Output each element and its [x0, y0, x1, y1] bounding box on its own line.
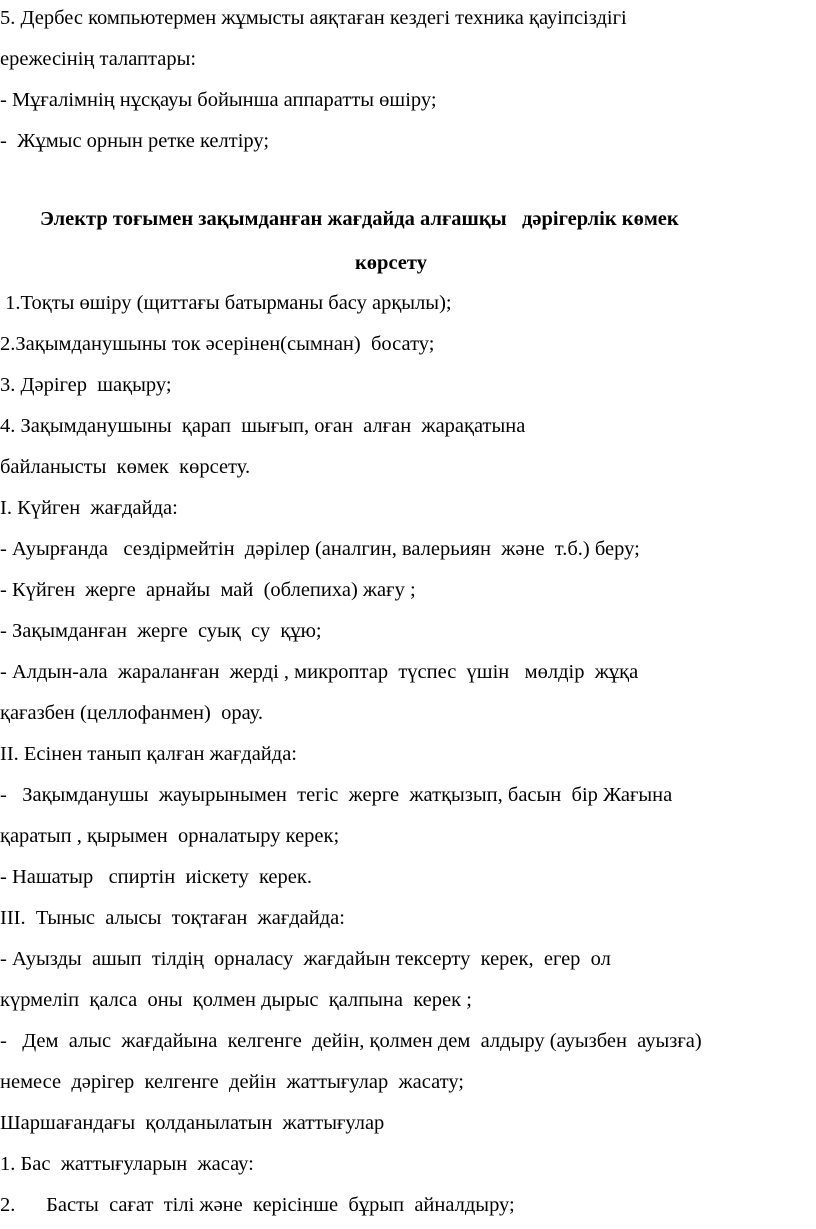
breathing-item-2-continued: немесе дәрігер келгенге дейін жаттығулар жасату;: [0, 1071, 465, 1093]
breathing-section-title: III. Тыныс алысы тоқтаған жағдайда:: [0, 907, 345, 929]
step-4: 4. Зақымданушыны қарап шығып, оған алған жарақатына: [0, 415, 526, 437]
section-heading-line-2: көрсету: [355, 252, 427, 274]
intro-bullet-2: - Жұмыс орнын ретке келтіру;: [0, 130, 270, 152]
exercises-title: Шаршағандағы қолданылатын жаттығулар: [0, 1112, 385, 1134]
step-2: 2.Зақымданушыны ток әсерінен(сымнан) босату;: [0, 333, 435, 355]
burn-item-1: - Ауырғанда сездірмейтін дәрілер (аналгин, валерьиян және т.б.) беру;: [0, 538, 640, 560]
step-1: 1.Тоқты өшіру (щиттағы батырманы басу арқылы);: [0, 292, 452, 314]
unconscious-item-1-continued: қаратып , қырымен орналатыру керек;: [0, 825, 340, 847]
exercise-1: 1. Бас жаттығуларын жасау:: [0, 1153, 254, 1175]
unconscious-item-1: - Зақымданушы жауырынымен тегіс жерге жатқызып, басын бір Жағына: [0, 784, 673, 806]
step-4-continued: байланысты көмек көрсету.: [0, 456, 251, 478]
unconscious-section-title: II. Есінен танып қалған жағдайда:: [0, 743, 297, 765]
unconscious-item-2: - Нашатыр спиртін иіскету керек.: [0, 866, 312, 888]
intro-line-2: ережесінің талаптары:: [0, 48, 197, 70]
breathing-item-1-continued: күрмеліп қалса оны қолмен дырыс қалпына керек ;: [0, 989, 472, 1011]
burn-item-3: - Зақымданған жерге суық су құю;: [0, 620, 322, 642]
breathing-item-1: - Ауызды ашып тілдің орналасу жағдайын тексерту керек, егер ол: [0, 948, 611, 970]
intro-bullet-1: - Мұғалімнің нұсқауы бойынша аппаратты өшіру;: [0, 89, 437, 111]
burn-item-4: - Алдын-ала жараланған жерді , микроптар түспес үшін мөлдір жұқа: [0, 661, 639, 683]
burn-section-title: I. Күйген жағдайда:: [0, 497, 178, 519]
breathing-item-2: - Дем алыс жағдайына келгенге дейін, қолмен дем алдыру (ауызбен ауызға): [0, 1030, 702, 1052]
intro-line-1: 5. Дербес компьютермен жұмысты аяқтаған кездегі техника қауіпсіздігі: [0, 7, 627, 29]
exercise-2: 2. Басты сағат тілі және керісінше бұрып айналдыру;: [0, 1194, 515, 1216]
section-heading-line-1: Электр тоғымен зақымданған жағдайда алғашқы дәрігерлік көмек: [40, 208, 679, 230]
step-3: 3. Дәрігер шақыру;: [0, 374, 172, 396]
burn-item-4-continued: қағазбен (целлофанмен) орау.: [0, 702, 263, 724]
burn-item-2: - Күйген жерге арнайы май (облепиха) жағу ;: [0, 579, 416, 601]
